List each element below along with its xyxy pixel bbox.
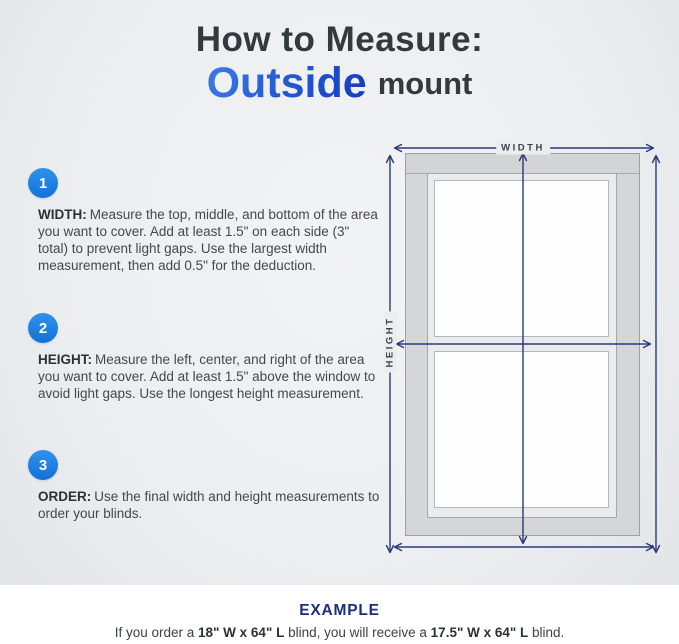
step-1-badge: 1	[28, 168, 58, 198]
measurement-arrows	[378, 140, 678, 560]
step-order	[28, 450, 384, 522]
example-heading: EXAMPLE	[299, 602, 380, 619]
example-section	[0, 602, 679, 640]
title-line1: How to Measure:	[195, 20, 484, 59]
step-height	[28, 313, 384, 402]
step-1-label: WIDTH:	[38, 207, 87, 222]
example-order-size: 18" W x 64" L	[198, 625, 285, 640]
title-line2	[0, 58, 679, 107]
step-3-label: ORDER:	[38, 489, 92, 504]
width-dimension-label: WIDTH	[496, 142, 550, 155]
example-middle: blind, you will receive a	[284, 625, 431, 640]
example-body	[0, 625, 679, 640]
height-dimension-label: HEIGHT	[384, 312, 397, 373]
example-suffix: blind.	[528, 625, 565, 640]
title-highlight: Outside	[206, 58, 367, 107]
window-measure-diagram	[378, 140, 678, 560]
step-3-text: Use the final width and height measurements to order your blinds.	[38, 489, 380, 521]
step-2-badge: 2	[28, 313, 58, 343]
step-2-label: HEIGHT:	[38, 352, 92, 367]
example-prefix: If you order a	[114, 625, 198, 640]
step-3-badge: 3	[28, 450, 58, 480]
step-1-text: Measure the top, middle, and bottom of the area you want to cover. Add at least 1.5" on each side (3" total) to prevent light gaps. Use the largest width measurement, then add 0.5" for the deduction.	[38, 207, 378, 273]
title-suffix: mount	[377, 65, 473, 101]
page-title	[0, 22, 679, 106]
step-2-text: Measure the left, center, and right of the area you want to cover. Add at least 1.5" above the window to avoid light gaps. Use the longest height measurement.	[38, 352, 376, 401]
step-2-paragraph	[38, 351, 380, 402]
step-1-paragraph	[38, 206, 380, 274]
example-receive-size: 17.5" W x 64" L	[430, 625, 529, 640]
step-3-paragraph	[38, 488, 380, 522]
step-width	[28, 168, 384, 274]
